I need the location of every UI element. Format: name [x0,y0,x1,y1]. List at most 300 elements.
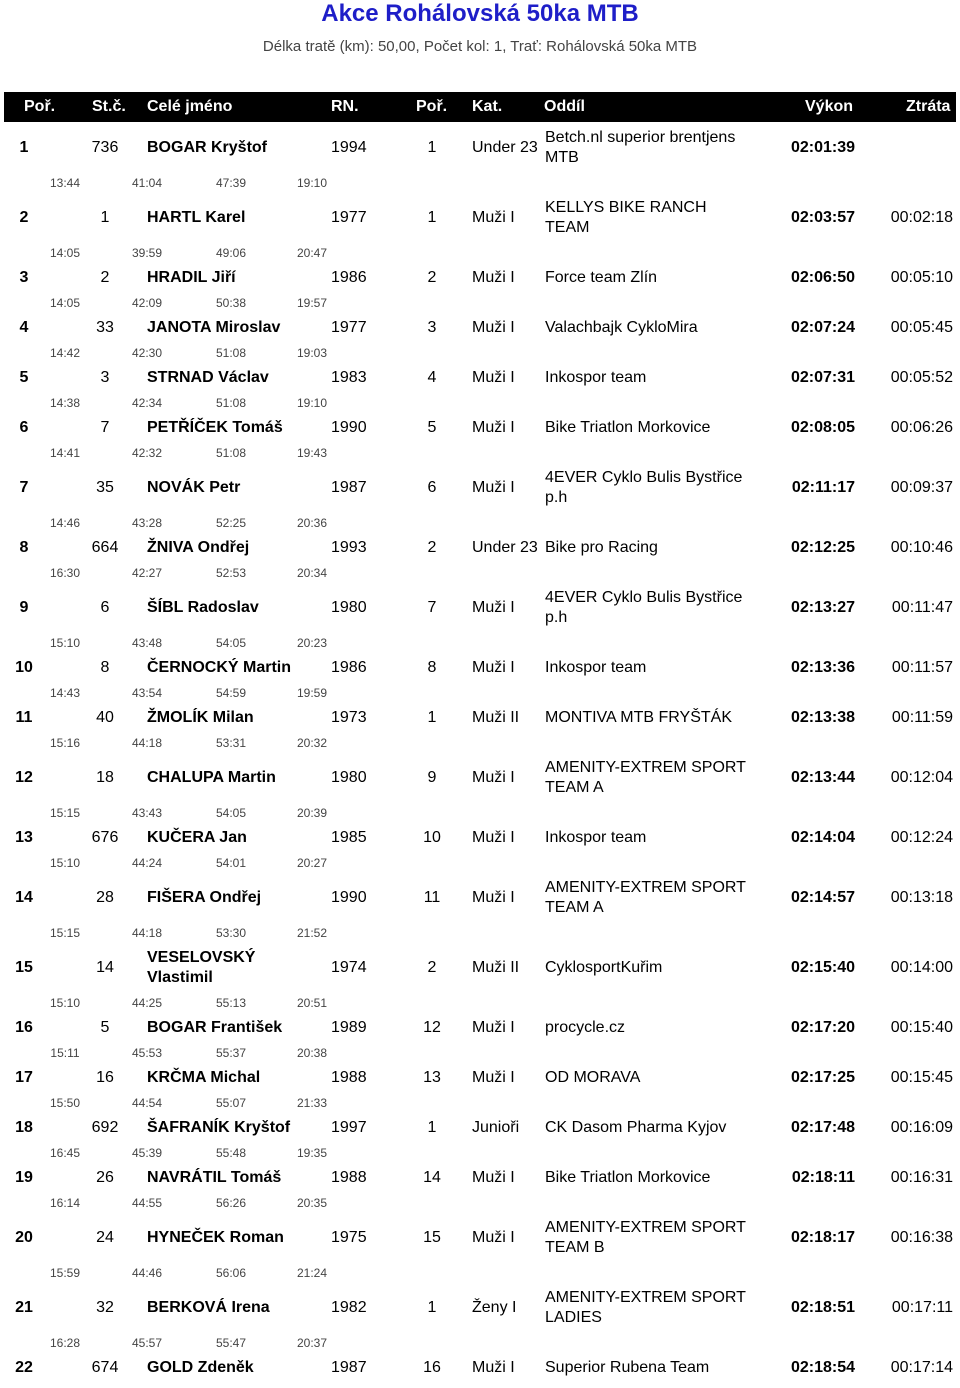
rank-cell-line: 8 [19,539,29,556]
split-time: 14:42 [49,346,81,360]
category-cell-line: Muži I [472,769,515,786]
time-cell [770,708,855,728]
table-row [0,874,960,944]
gap-cell [860,598,953,618]
split-time: 51:08 [215,446,247,460]
split-times [0,562,960,584]
split-times [0,682,960,704]
time-cell [770,268,855,288]
rank-cell-line: 2 [19,209,29,226]
category-cell [472,598,542,618]
cat-rank-cell [414,1018,450,1038]
bib-cell [86,1228,124,1248]
category-cell [472,478,542,498]
rank-cell [0,1228,48,1248]
club-cell-line: Inkospor team [545,369,647,386]
gap-cell [860,828,953,848]
cat-rank-cell-line: 1 [427,1299,437,1316]
year-cell-line: 1997 [331,1119,367,1136]
rank-cell [0,1068,48,1088]
rank-cell [0,538,48,558]
rank-cell [0,1298,48,1318]
cat-rank-cell [414,538,450,558]
split-time: 42:09 [131,296,163,310]
bib-cell-line: 2 [100,269,110,286]
split-time: 55:13 [215,996,247,1010]
club-cell [545,268,770,288]
club-cell [545,1118,770,1138]
category-cell-line: Junioři [472,1119,520,1136]
bib-cell [86,658,124,678]
time-cell [770,538,855,558]
category-cell-line: Muži I [472,1169,515,1186]
result-main-line [0,414,960,442]
time-cell-line: 02:13:27 [790,599,855,616]
rank-cell-line: 19 [15,1169,33,1186]
cat-rank-cell-line: 10 [423,829,441,846]
name-cell-line: KRČMA Michal [147,1069,261,1086]
gap-cell-line: 00:05:52 [890,369,953,386]
cat-rank-cell [414,318,450,338]
gap-cell-line: 00:05:45 [890,319,953,336]
gap-cell [860,268,953,288]
table-row [0,824,960,874]
club-cell [545,1358,770,1378]
bib-cell-line: 676 [91,829,119,846]
club-cell-line: CK Dasom Pharma Kyjov [545,1119,727,1136]
club-cell-line: Bike Triatlon Morkovice [545,419,711,436]
cat-rank-cell-line: 9 [427,769,437,786]
split-time: 14:05 [49,296,81,310]
split-times [0,1142,960,1164]
rank-cell [0,658,48,678]
name-cell-line: HRADIL Jiří [147,269,236,286]
rank-cell-line: 5 [19,369,29,386]
split-time: 44:55 [131,1196,163,1210]
time-cell [770,658,855,678]
time-cell-line: 02:12:25 [790,539,855,556]
gap-cell [860,1018,953,1038]
category-cell-line: Under 23 [472,539,538,556]
bib-cell-line: 6 [100,599,110,616]
bib-cell [86,418,124,438]
cat-rank-cell-line: 6 [427,479,437,496]
rank-cell [0,208,48,228]
result-main-line [0,584,960,632]
split-time: 43:54 [131,686,163,700]
club-cell-line: MTB [545,149,579,166]
table-row [0,1164,960,1214]
category-cell-line: Muži I [472,1019,515,1036]
time-cell [770,888,855,908]
club-cell-line: procycle.cz [545,1019,626,1036]
split-time: 15:10 [49,636,81,650]
rank-cell [0,418,48,438]
time-cell-line: 02:18:11 [791,1169,855,1186]
category-cell [472,958,542,978]
gap-cell-line: 00:10:46 [890,539,953,556]
year-cell-line: 1985 [331,829,367,846]
bib-cell [86,708,124,728]
category-cell-line: Muži I [472,479,515,496]
split-time: 51:08 [215,346,247,360]
club-cell-line: Inkospor team [545,829,647,846]
name-cell-line: ŠÍBL Radoslav [147,599,259,616]
split-time: 19:43 [296,446,328,460]
split-time: 20:27 [296,856,328,870]
time-cell-line: 02:14:04 [790,829,855,846]
rank-cell [0,708,48,728]
gap-cell-line: 00:15:40 [890,1019,953,1036]
cat-rank-cell-line: 11 [423,889,441,906]
bib-cell-line: 736 [91,139,119,156]
time-cell [770,138,855,158]
category-cell [472,138,542,158]
name-cell [147,418,327,438]
split-time: 49:06 [215,246,247,260]
name-cell [147,598,327,618]
split-time: 21:52 [296,926,328,940]
cat-rank-cell [414,658,450,678]
bib-cell [86,888,124,908]
club-cell [545,588,770,628]
year-cell [331,268,371,288]
gap-cell [860,1358,953,1378]
split-times [0,442,960,464]
bib-cell [86,958,124,978]
cat-rank-cell-line: 15 [423,1229,441,1246]
time-cell [770,1228,855,1248]
name-cell-line: VESELOVSKÝ [147,949,256,966]
bib-cell [86,768,124,788]
table-row [0,1214,960,1284]
year-cell [331,1358,371,1378]
split-time: 55:37 [215,1046,247,1060]
bib-cell [86,828,124,848]
rank-cell-line: 22 [15,1359,33,1376]
split-times [0,1192,960,1214]
rank-cell [0,768,48,788]
club-cell-line: AMENITY-EXTREM SPORT [545,1219,746,1236]
bib-cell-line: 5 [100,1019,110,1036]
split-times [0,802,960,824]
gap-cell [860,418,953,438]
year-cell-line: 1975 [331,1229,367,1246]
name-cell [147,1298,327,1318]
table-row [0,754,960,824]
cat-rank-cell [414,598,450,618]
category-cell-line: Muži I [472,599,515,616]
name-cell [147,318,327,338]
bib-cell [86,1068,124,1088]
category-cell [472,208,542,228]
result-main-line [0,1214,960,1262]
result-main-line [0,124,960,172]
split-times [0,172,960,194]
table-row [0,464,960,534]
split-time: 47:39 [215,176,247,190]
rank-cell [0,138,48,158]
year-cell-line: 1993 [331,539,367,556]
gap-cell [860,1228,953,1248]
gap-cell [860,1068,953,1088]
club-cell-line: p.h [545,489,568,506]
table-row [0,414,960,464]
gap-cell-line: 00:06:26 [890,419,953,436]
club-cell-line: MONTIVA MTB FRYŠTÁK [545,709,732,726]
name-cell-line: ŽMOLÍK Milan [147,709,254,726]
split-time: 14:46 [49,516,81,530]
category-cell [472,418,542,438]
time-cell [770,478,855,498]
page-title: Akce Rohálovská 50ka MTB [321,0,639,27]
rank-cell [0,1018,48,1038]
category-cell-line: Muži I [472,1069,515,1086]
year-cell-line: 1982 [331,1299,367,1316]
name-cell [147,1228,327,1248]
club-cell-line: TEAM B [545,1239,605,1256]
split-time: 20:39 [296,806,328,820]
gap-cell [860,768,953,788]
bib-cell [86,1018,124,1038]
bib-cell [86,268,124,288]
time-cell [770,1168,855,1188]
year-cell [331,708,371,728]
club-cell-line: Bike Triatlon Morkovice [545,1169,711,1186]
split-time: 55:07 [215,1096,247,1110]
year-cell [331,1168,371,1188]
split-time: 15:50 [49,1096,81,1110]
time-cell-line: 02:13:36 [790,659,855,676]
split-time: 19:59 [296,686,328,700]
time-cell-line: 02:17:25 [790,1069,855,1086]
split-time: 54:05 [215,806,247,820]
header-time: Výkon [805,98,854,115]
gap-cell-line: 00:16:31 [890,1169,953,1186]
bib-cell [86,208,124,228]
rank-cell-line: 20 [15,1229,33,1246]
category-cell [472,768,542,788]
category-cell-line: Under 23 [472,139,538,156]
year-cell [331,1068,371,1088]
category-cell [472,538,542,558]
split-times [0,732,960,754]
name-cell-line: BOGAR František [147,1019,283,1036]
club-cell-line: Bike pro Racing [545,539,658,556]
rank-cell-line: 15 [15,959,33,976]
bib-cell-line: 32 [96,1299,114,1316]
table-row [0,584,960,654]
rank-cell [0,368,48,388]
split-time: 13:44 [49,176,81,190]
bib-cell-line: 28 [96,889,114,906]
gap-cell [860,368,953,388]
bib-cell-line: 692 [91,1119,119,1136]
gap-cell [860,888,953,908]
bib-cell [86,1168,124,1188]
club-cell [545,368,770,388]
split-time: 15:15 [49,926,81,940]
split-time: 45:39 [131,1146,163,1160]
split-times [0,632,960,654]
rank-cell-line: 18 [15,1119,33,1136]
split-time: 19:57 [296,296,328,310]
year-cell-line: 1988 [331,1069,367,1086]
time-cell [770,1298,855,1318]
split-time: 20:51 [296,996,328,1010]
bib-cell-line: 24 [96,1229,114,1246]
cat-rank-cell [414,1068,450,1088]
rank-cell [0,958,48,978]
club-cell-line: Inkospor team [545,659,647,676]
split-times [0,342,960,364]
cat-rank-cell [414,1298,450,1318]
table-row [0,1064,960,1114]
category-cell [472,828,542,848]
table-row [0,1354,960,1382]
split-time: 41:04 [131,176,163,190]
year-cell-line: 1983 [331,369,367,386]
header-cat-rank: Poř. [416,98,448,115]
year-cell-line: 1986 [331,269,367,286]
rank-cell [0,828,48,848]
split-time: 45:53 [131,1046,163,1060]
rank-cell-line: 1 [19,139,29,156]
cat-rank-cell-line: 14 [423,1169,441,1186]
rank-cell [0,598,48,618]
year-cell [331,418,371,438]
time-cell-line: 02:13:44 [790,769,855,786]
split-time: 14:05 [49,246,81,260]
cat-rank-cell [414,708,450,728]
split-times [0,242,960,264]
cat-rank-cell [414,1358,450,1378]
result-main-line [0,464,960,512]
year-cell [331,368,371,388]
split-time: 44:54 [131,1096,163,1110]
bib-cell-line: 7 [100,419,110,436]
split-time: 39:59 [131,246,163,260]
time-cell-line: 02:18:54 [790,1359,855,1376]
gap-cell [860,708,953,728]
category-cell [472,268,542,288]
table-header [4,92,956,122]
name-cell-line: NOVÁK Petr [147,479,241,496]
split-time: 20:38 [296,1046,328,1060]
result-main-line [0,874,960,922]
result-main-line [0,264,960,292]
result-main-line [0,1284,960,1332]
year-cell [331,888,371,908]
split-time: 15:11 [50,1046,80,1060]
gap-cell [860,318,953,338]
rank-cell-line: 3 [19,269,29,286]
club-cell [545,1068,770,1088]
cat-rank-cell-line: 1 [427,139,437,156]
year-cell [331,1018,371,1038]
rank-cell-line: 9 [19,599,29,616]
gap-cell [860,208,953,228]
year-cell-line: 1987 [331,1359,367,1376]
club-cell-line: TEAM A [545,899,604,916]
category-cell-line: Muži I [472,419,515,436]
time-cell [770,1068,855,1088]
gap-cell-line: 00:09:37 [890,479,953,496]
split-time: 42:30 [131,346,163,360]
split-time: 54:05 [215,636,247,650]
club-cell [545,128,770,168]
time-cell-line: 02:14:57 [790,889,855,906]
gap-cell-line: 00:11:59 [891,709,953,726]
year-cell [331,208,371,228]
time-cell [770,318,855,338]
split-time: 15:15 [49,806,81,820]
gap-cell [860,1168,953,1188]
year-cell [331,1118,371,1138]
split-times [0,852,960,874]
cat-rank-cell [414,958,450,978]
category-cell-line: Ženy I [472,1299,517,1316]
year-cell-line: 1989 [331,1019,367,1036]
result-main-line [0,1014,960,1042]
club-cell-line: p.h [545,609,568,626]
time-cell-line: 02:17:48 [790,1119,855,1136]
result-main-line [0,654,960,682]
club-cell [545,418,770,438]
club-cell-line: 4EVER Cyklo Bulis Bystřice [545,469,743,486]
table-row [0,654,960,704]
table-row [0,364,960,414]
split-time: 51:08 [215,396,247,410]
cat-rank-cell-line: 4 [427,369,437,386]
split-time: 15:10 [49,996,81,1010]
gap-cell [860,478,953,498]
club-cell [545,708,770,728]
time-cell [770,828,855,848]
table-row [0,704,960,754]
club-cell-line: Betch.nl superior brentjens [545,129,736,146]
rank-cell [0,1118,48,1138]
split-time: 43:43 [131,806,163,820]
result-main-line [0,1064,960,1092]
cat-rank-cell-line: 13 [423,1069,441,1086]
bib-cell-line: 35 [96,479,114,496]
cat-rank-cell-line: 16 [423,1359,441,1376]
year-cell [331,1298,371,1318]
split-time: 19:10 [296,396,328,410]
split-time: 52:25 [215,516,247,530]
club-cell [545,658,770,678]
category-cell [472,658,542,678]
split-times [0,922,960,944]
name-cell-line: STRNAD Václav [147,369,269,386]
split-time: 56:26 [215,1196,247,1210]
cat-rank-cell [414,418,450,438]
name-cell-line: Vlastimil [147,969,213,986]
year-cell [331,538,371,558]
year-cell [331,318,371,338]
year-cell [331,598,371,618]
gap-cell [860,958,953,978]
bib-cell [86,138,124,158]
name-cell [147,1358,327,1378]
bib-cell-line: 14 [96,959,114,976]
rank-cell-line: 13 [15,829,33,846]
split-time: 53:31 [215,736,247,750]
time-cell-line: 02:11:17 [791,479,855,496]
club-cell-line: Valachbajk CykloMira [545,319,698,336]
result-main-line [0,824,960,852]
